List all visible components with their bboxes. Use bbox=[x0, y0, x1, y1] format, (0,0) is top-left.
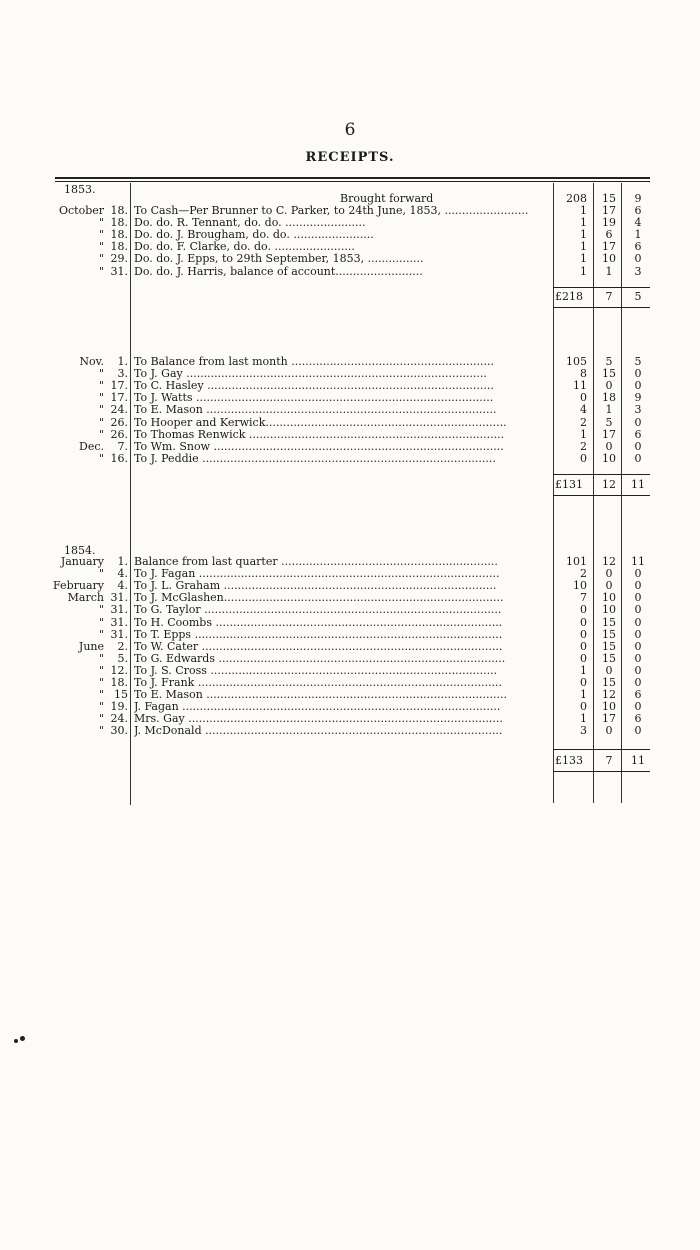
pence-cell: 0 bbox=[634, 591, 642, 605]
total-rule-bottom bbox=[553, 307, 650, 308]
description-cell: Do. do. F. Clarke, do. do. ....................... bbox=[134, 241, 355, 254]
pounds-cell: 7 bbox=[580, 591, 587, 605]
ledger-row bbox=[0, 417, 700, 429]
description-cell: To G. Taylor ..................................................................................... bbox=[134, 604, 502, 617]
shillings-cell: 10 bbox=[602, 252, 616, 266]
total-pence: 5 bbox=[634, 290, 642, 303]
shillings-cell: 5 bbox=[605, 415, 613, 429]
day-cell: 30. bbox=[110, 724, 128, 738]
ledger-row bbox=[0, 266, 700, 278]
month-cell: " bbox=[98, 451, 104, 465]
description-cell: To J. McGlashen................................................................................ bbox=[134, 592, 504, 605]
shillings-cell: 15 bbox=[602, 192, 616, 205]
page-heading: RECEIPTS. bbox=[305, 150, 395, 165]
shillings-cell: 0 bbox=[605, 579, 613, 593]
day-cell: 18. bbox=[110, 204, 128, 217]
ledger-row bbox=[0, 689, 700, 701]
ledger-row bbox=[0, 205, 700, 217]
top-rule bbox=[55, 177, 650, 179]
description-cell: To H. Coombs .................................................................................. bbox=[134, 616, 503, 629]
ledger-row bbox=[0, 217, 700, 229]
month-cell: " bbox=[98, 700, 104, 714]
shillings-cell: 15 bbox=[602, 651, 616, 665]
pounds-cell: 208 bbox=[566, 192, 587, 205]
month-cell: " bbox=[98, 676, 104, 689]
shillings-cell: 6 bbox=[605, 228, 613, 242]
pence-cell: 6 bbox=[634, 427, 642, 441]
pounds-cell: 0 bbox=[580, 391, 587, 405]
shillings-cell: 15 bbox=[602, 627, 616, 641]
month-cell: " bbox=[98, 252, 104, 266]
ledger-row bbox=[0, 241, 700, 253]
ledger-row bbox=[0, 677, 700, 689]
month-cell: October bbox=[58, 204, 104, 217]
ledger-row bbox=[0, 392, 700, 404]
day-cell: 29. bbox=[110, 252, 128, 266]
description-cell: Do. do. J. Harris, balance of account......................... bbox=[134, 265, 423, 278]
shillings-cell: 19 bbox=[602, 216, 616, 230]
month-cell: " bbox=[98, 403, 104, 417]
pence-cell: 3 bbox=[634, 264, 642, 278]
pence-cell: 1 bbox=[634, 228, 642, 242]
pence-cell: 6 bbox=[634, 240, 642, 254]
shillings-cell: 0 bbox=[605, 379, 613, 393]
day-cell: 31. bbox=[110, 603, 128, 617]
pence-cell: 6 bbox=[634, 688, 642, 702]
total-rule-top bbox=[553, 287, 650, 288]
pounds-cell: 101 bbox=[566, 555, 587, 568]
description-cell: To Wm. Snow ................................................................................... bbox=[134, 440, 504, 453]
pence-cell: 11 bbox=[631, 555, 645, 568]
pounds-cell: 0 bbox=[580, 615, 587, 629]
ledger-row bbox=[0, 592, 700, 604]
total-row bbox=[0, 479, 700, 491]
pence-cell: 6 bbox=[634, 712, 642, 726]
pence-cell: 9 bbox=[634, 192, 642, 205]
pounds-cell: 1 bbox=[580, 264, 587, 278]
month-cell: " bbox=[98, 216, 104, 230]
total-rule-top bbox=[553, 474, 650, 475]
day-cell: 7. bbox=[117, 439, 128, 453]
month-cell: March bbox=[67, 591, 104, 605]
shillings-cell: 12 bbox=[602, 688, 616, 702]
day-cell: 26. bbox=[110, 415, 128, 429]
description-cell: To C. Hasley .................................................................................. bbox=[134, 380, 494, 393]
month-cell: Dec. bbox=[79, 439, 104, 453]
pounds-cell: 1 bbox=[580, 688, 587, 702]
ledger-row bbox=[0, 580, 700, 592]
pounds-cell: 1 bbox=[580, 663, 587, 677]
ledger-row bbox=[0, 653, 700, 665]
pounds-cell: 8 bbox=[580, 367, 587, 381]
shillings-cell: 10 bbox=[602, 591, 616, 605]
month-cell: " bbox=[98, 240, 104, 254]
description-cell: To Thomas Renwick ......................................................................... bbox=[134, 428, 505, 441]
shillings-cell: 0 bbox=[605, 724, 613, 738]
description-cell: To G. Edwards .................................................................................. bbox=[134, 652, 506, 665]
shillings-cell: 15 bbox=[602, 676, 616, 689]
ledger-row bbox=[0, 665, 700, 677]
shillings-cell: 0 bbox=[605, 439, 613, 453]
pence-cell: 6 bbox=[634, 204, 642, 217]
shillings-cell: 1 bbox=[605, 264, 613, 278]
total-shillings: 7 bbox=[605, 754, 613, 767]
description-cell: Do. do. J. Epps, to 29th September, 1853, ................ bbox=[134, 253, 424, 266]
ink-mark bbox=[14, 1039, 18, 1043]
description-cell: To J. Gay ...................................................................................... bbox=[134, 368, 487, 381]
pounds-cell: 2 bbox=[580, 567, 587, 581]
pence-cell: 0 bbox=[634, 567, 642, 581]
ledger-row bbox=[0, 568, 700, 580]
month-cell: " bbox=[98, 603, 104, 617]
top-rule-thin bbox=[55, 181, 650, 182]
shillings-cell: 10 bbox=[602, 451, 616, 465]
pence-cell: 0 bbox=[634, 639, 642, 653]
day-cell: 18. bbox=[110, 228, 128, 242]
day-cell: 18. bbox=[110, 240, 128, 254]
ledger-row bbox=[0, 229, 700, 241]
pounds-cell: 11 bbox=[573, 379, 587, 393]
day-cell: 24. bbox=[110, 712, 128, 726]
day-cell: 18. bbox=[110, 216, 128, 230]
month-cell: Nov. bbox=[79, 355, 104, 368]
shillings-cell: 5 bbox=[605, 355, 613, 368]
pence-cell: 9 bbox=[634, 391, 642, 405]
description-cell: J. Fagan ........................................................................................... bbox=[134, 701, 501, 714]
day-cell: 31. bbox=[110, 264, 128, 278]
ledger-row bbox=[0, 253, 700, 265]
description-cell: To J. Fagan ...................................................................................... bbox=[134, 568, 500, 581]
total-pounds: £218 bbox=[555, 290, 583, 303]
shillings-cell: 0 bbox=[605, 663, 613, 677]
ledger-row bbox=[0, 404, 700, 416]
shillings-cell: 17 bbox=[602, 204, 616, 217]
month-cell: " bbox=[98, 724, 104, 738]
pounds-cell: 0 bbox=[580, 603, 587, 617]
pounds-cell: 0 bbox=[580, 451, 587, 465]
day-cell: 4. bbox=[117, 579, 128, 593]
month-cell: June bbox=[78, 639, 104, 653]
description-cell: To E. Mason ...................................................................................... bbox=[134, 689, 508, 702]
day-cell: 12. bbox=[110, 663, 128, 677]
pounds-cell: 4 bbox=[580, 403, 587, 417]
pence-cell: 0 bbox=[634, 663, 642, 677]
shillings-cell: 15 bbox=[602, 615, 616, 629]
pounds-cell: 1 bbox=[580, 216, 587, 230]
description-cell: To W. Cater ...................................................................................... bbox=[134, 640, 503, 653]
pounds-cell: 1 bbox=[580, 427, 587, 441]
day-cell: 18. bbox=[110, 676, 128, 689]
shillings-cell: 17 bbox=[602, 240, 616, 254]
pence-cell: 0 bbox=[634, 451, 642, 465]
pounds-cell: 0 bbox=[580, 676, 587, 689]
pence-cell: 4 bbox=[634, 216, 642, 230]
pence-cell: 0 bbox=[634, 379, 642, 393]
ledger-row bbox=[0, 641, 700, 653]
description-cell: Do. do. R. Tennant, do. do. ....................... bbox=[134, 217, 366, 230]
year-text: 1854. bbox=[64, 544, 96, 557]
brought-forward-label: Brought forward bbox=[340, 193, 434, 205]
pence-cell: 0 bbox=[634, 439, 642, 453]
total-row bbox=[0, 291, 700, 303]
month-cell: " bbox=[98, 427, 104, 441]
pounds-cell: 0 bbox=[580, 639, 587, 653]
pence-cell: 0 bbox=[634, 615, 642, 629]
description-cell: To Balance from last month .......................................................... bbox=[134, 356, 495, 368]
month-cell: " bbox=[98, 391, 104, 405]
pence-cell: 0 bbox=[634, 724, 642, 738]
description-cell: Do. do. J. Brougham, do. do. ....................... bbox=[134, 229, 374, 242]
pence-cell: 0 bbox=[634, 676, 642, 689]
description-cell: To T. Epps ........................................................................................ bbox=[134, 628, 503, 641]
shillings-cell: 15 bbox=[602, 367, 616, 381]
total-rule-bottom bbox=[553, 495, 650, 496]
month-cell: " bbox=[98, 415, 104, 429]
month-cell: February bbox=[53, 579, 104, 593]
total-pounds: £131 bbox=[555, 478, 583, 491]
pence-cell: 0 bbox=[634, 579, 642, 593]
ledger-row bbox=[0, 368, 700, 380]
description-cell: Balance from last quarter .............................................................. bbox=[134, 556, 498, 568]
day-cell: 17. bbox=[110, 379, 128, 393]
pounds-cell: 10 bbox=[573, 579, 587, 593]
description-cell: To J. Frank ....................................................................................... bbox=[134, 677, 503, 689]
ledger-row bbox=[0, 604, 700, 616]
total-pence: 11 bbox=[631, 754, 645, 767]
day-cell: 3. bbox=[117, 367, 128, 381]
ledger-row bbox=[0, 429, 700, 441]
month-cell: " bbox=[98, 688, 104, 702]
pounds-cell: 1 bbox=[580, 228, 587, 242]
shillings-cell: 12 bbox=[602, 555, 616, 568]
pounds-cell: 1 bbox=[580, 240, 587, 254]
pounds-cell: 0 bbox=[580, 627, 587, 641]
pence-cell: 0 bbox=[634, 651, 642, 665]
ledger-row bbox=[0, 556, 700, 568]
description-cell: To J. Watts ..................................................................................... bbox=[134, 392, 494, 405]
day-cell: 4. bbox=[117, 567, 128, 581]
month-cell: " bbox=[98, 367, 104, 381]
pounds-cell: 2 bbox=[580, 415, 587, 429]
pounds-cell: 0 bbox=[580, 651, 587, 665]
day-cell: 26. bbox=[110, 427, 128, 441]
month-cell: " bbox=[98, 615, 104, 629]
description-cell: To J. L. Graham .............................................................................. bbox=[134, 580, 497, 593]
pounds-cell: 1 bbox=[580, 204, 587, 217]
description-cell: Mrs. Gay .......................................................................................... bbox=[134, 713, 503, 726]
ledger-row bbox=[0, 453, 700, 465]
pence-cell: 0 bbox=[634, 252, 642, 266]
month-cell: " bbox=[98, 567, 104, 581]
brought-forward-row bbox=[0, 193, 700, 205]
ledger-row bbox=[0, 713, 700, 725]
ledger-row bbox=[0, 441, 700, 453]
day-cell: 19. bbox=[110, 700, 128, 714]
day-cell: 1. bbox=[117, 555, 128, 568]
total-pence: 11 bbox=[631, 478, 645, 491]
pence-cell: 0 bbox=[634, 700, 642, 714]
ledger-row bbox=[0, 617, 700, 629]
year-text: 1853. bbox=[64, 183, 96, 196]
ink-mark bbox=[20, 1036, 25, 1041]
shillings-cell: 10 bbox=[602, 603, 616, 617]
pounds-cell: 1 bbox=[580, 712, 587, 726]
total-rule-top bbox=[553, 749, 650, 750]
day-cell: 16. bbox=[110, 451, 128, 465]
month-cell: " bbox=[98, 651, 104, 665]
day-cell: 2. bbox=[117, 639, 128, 653]
month-cell: January bbox=[60, 555, 104, 568]
pence-cell: 0 bbox=[634, 627, 642, 641]
ledger-row bbox=[0, 380, 700, 392]
ledger-row bbox=[0, 629, 700, 641]
pence-cell: 0 bbox=[634, 367, 642, 381]
pence-cell: 3 bbox=[634, 403, 642, 417]
description-cell: J. McDonald ..................................................................................... bbox=[134, 725, 503, 738]
pounds-cell: 105 bbox=[566, 355, 587, 368]
description-cell: To Cash—Per Brunner to C. Parker, to 24th June, 1853, ........................ bbox=[134, 205, 529, 217]
ledger-row bbox=[0, 701, 700, 713]
total-shillings: 12 bbox=[602, 478, 616, 491]
day-cell: 31. bbox=[110, 615, 128, 629]
pounds-cell: 1 bbox=[580, 252, 587, 266]
month-cell: " bbox=[98, 712, 104, 726]
ledger-row bbox=[0, 725, 700, 737]
day-cell: 15 bbox=[114, 688, 128, 702]
shillings-cell: 0 bbox=[605, 567, 613, 581]
month-cell: " bbox=[98, 379, 104, 393]
pence-cell: 5 bbox=[634, 355, 642, 368]
shillings-cell: 1 bbox=[605, 403, 613, 417]
total-rule-bottom bbox=[553, 771, 650, 772]
month-cell: " bbox=[98, 627, 104, 641]
pence-cell: 0 bbox=[634, 415, 642, 429]
pounds-cell: 0 bbox=[580, 700, 587, 714]
ledger-row bbox=[0, 356, 700, 368]
day-cell: 31. bbox=[110, 591, 128, 605]
pence-cell: 0 bbox=[634, 603, 642, 617]
total-row bbox=[0, 755, 700, 767]
shillings-cell: 17 bbox=[602, 712, 616, 726]
total-shillings: 7 bbox=[605, 290, 613, 303]
month-cell: " bbox=[98, 663, 104, 677]
description-cell: To J. Peddie .................................................................................... bbox=[134, 452, 496, 465]
day-cell: 17. bbox=[110, 391, 128, 405]
month-cell: " bbox=[98, 228, 104, 242]
day-cell: 24. bbox=[110, 403, 128, 417]
day-cell: 31. bbox=[110, 627, 128, 641]
day-cell: 5. bbox=[117, 651, 128, 665]
shillings-cell: 10 bbox=[602, 700, 616, 714]
description-cell: To Hooper and Kerwick..................................................................... bbox=[134, 416, 507, 429]
day-cell: 1. bbox=[117, 355, 128, 368]
description-cell: To J. S. Cross .................................................................................. bbox=[134, 664, 498, 677]
month-cell: " bbox=[98, 264, 104, 278]
pounds-cell: 2 bbox=[580, 439, 587, 453]
shillings-cell: 18 bbox=[602, 391, 616, 405]
pounds-cell: 3 bbox=[580, 724, 587, 738]
shillings-cell: 17 bbox=[602, 427, 616, 441]
shillings-cell: 15 bbox=[602, 639, 616, 653]
page-number: 6 bbox=[344, 120, 356, 140]
description-cell: To E. Mason ................................................................................... bbox=[134, 404, 497, 417]
total-pounds: £133 bbox=[555, 754, 583, 767]
